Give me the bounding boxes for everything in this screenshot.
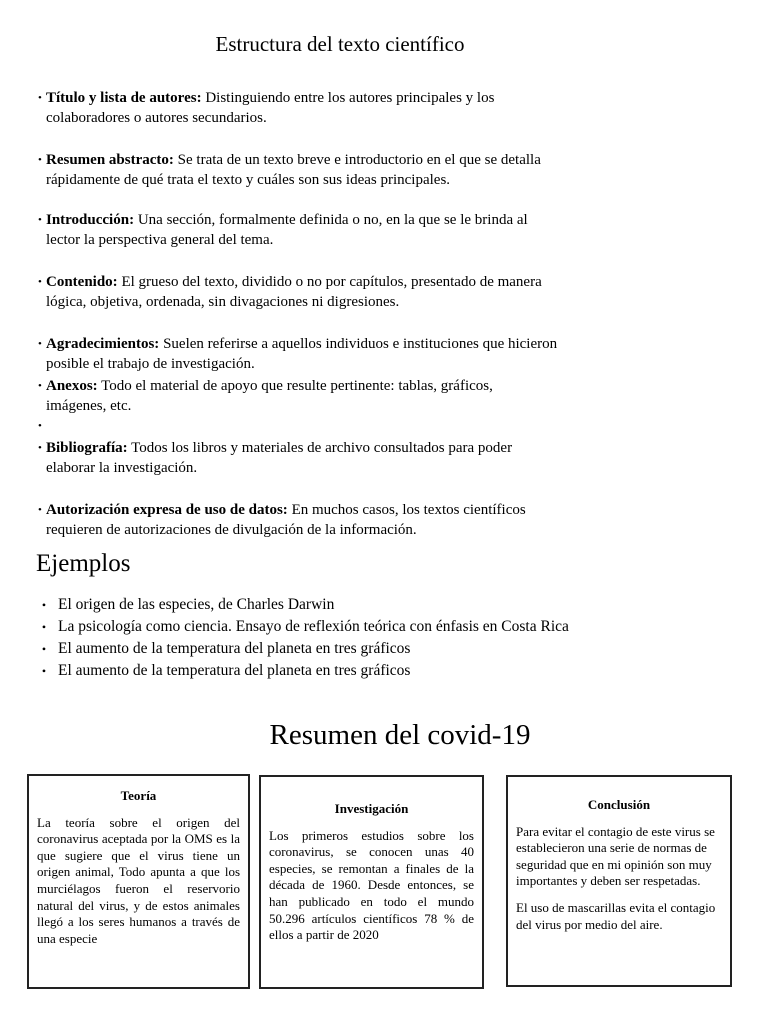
section-titulo xyxy=(38,88,658,128)
section-text-continued: rápidamente de qué trata el texto y cuáles son sus ideas principales. xyxy=(46,172,451,188)
resumen-heading: Resumen del covid-19 xyxy=(269,719,531,751)
bullet: • xyxy=(38,504,42,516)
bullet: • xyxy=(38,214,42,226)
section-text: Distinguiendo entre los autores principales y los xyxy=(201,90,495,106)
list-item xyxy=(30,594,569,616)
box-heading: Conclusión xyxy=(587,797,651,812)
box-paragraph: Para evitar el contagio de este virus se establecieron una serie de normas de seguridad que en mi opinión son muy importantes y deben ser respetadas. xyxy=(516,823,715,889)
list-item xyxy=(30,660,569,682)
section-contenido xyxy=(38,272,658,312)
section-text-continued: lógica, objetiva, ordenada, sin divagaciones ni digresiones. xyxy=(46,294,400,310)
list-item xyxy=(30,616,569,638)
conclusion-box xyxy=(506,775,732,987)
section-text: En muchos casos, los textos científicos xyxy=(287,502,526,518)
ejemplos-list xyxy=(30,594,569,682)
ejemplos-heading: Ejemplos xyxy=(36,550,131,577)
section-label: Resumen abstracto: xyxy=(46,152,174,168)
box-heading: Investigación xyxy=(334,801,409,816)
section-label: Bibliografía: xyxy=(46,440,128,456)
section-bibliografia xyxy=(38,438,658,478)
box-paragraph: Los primeros estudios sobre los coronavirus, se conocen unas 40 especies, se remontan a finales de la década de 1960. Desde entonces, se han publicado en todo el mundo 50.296 artículos científicos 78 % de ellos a partir de 2020 xyxy=(269,827,474,943)
list-item-text: El origen de las especies, de Charles Darwin xyxy=(58,596,335,613)
section-text: Todos los libros y materiales de archivo consultados para poder xyxy=(127,440,513,456)
bullet: • xyxy=(38,442,42,454)
empty-bullet-line xyxy=(38,416,658,436)
section-label: Autorización expresa de uso de datos: xyxy=(46,502,288,518)
section-text-continued: elaborar la investigación. xyxy=(46,460,198,476)
section-introduccion xyxy=(38,210,658,250)
section-label: Título y lista de autores: xyxy=(46,90,202,106)
section-text: Se trata de un texto breve e introductorio en el que se detalla xyxy=(173,152,541,168)
section-label: Contenido: xyxy=(46,274,118,290)
bullet: • xyxy=(41,664,47,678)
section-autorizacion xyxy=(38,500,658,540)
section-text-continued: lector la perspectiva general del tema. xyxy=(46,232,274,248)
section-label: Anexos: xyxy=(46,378,98,394)
list-item-text: El aumento de la temperatura del planeta en tres gráficos xyxy=(58,662,411,679)
list-item xyxy=(30,638,569,660)
bullet: • xyxy=(38,276,42,288)
section-agradecimientos xyxy=(38,334,658,374)
section-label: Agradecimientos: xyxy=(46,336,160,352)
bullet: • xyxy=(38,154,42,166)
section-text: Una sección, formalmente definida o no, en la que se le brinda al xyxy=(134,212,528,228)
teoria-box xyxy=(27,774,250,989)
box-paragraph: El uso de mascarillas evita el contagio del virus por medio del aire. xyxy=(516,899,716,932)
section-text: Todo el material de apoyo que resulte pertinente: tablas, gráficos, xyxy=(97,378,493,394)
section-anexos xyxy=(38,376,658,416)
investigacion-box xyxy=(259,775,484,989)
list-item-text: La psicología como ciencia. Ensayo de reflexión teórica con énfasis en Costa Rica xyxy=(58,618,569,635)
box-paragraph: La teoría sobre el origen del coronavirus aceptada por la OMS es la que sugiere que el virus tiene un origen animal, Todo apunta a que los murciélagos fueron el reservorio natural del virus, y de estos animales llegó a los seres humanos a través de una especie xyxy=(37,814,240,946)
section-resumen xyxy=(38,150,658,190)
section-text: El grueso del texto, dividido o no por capítulos, presentado de manera xyxy=(117,274,542,290)
section-text-continued: imágenes, etc. xyxy=(46,398,132,414)
section-label: Introducción: xyxy=(46,212,135,228)
bullet: • xyxy=(38,338,42,350)
list-item-text: El aumento de la temperatura del planeta en tres gráficos xyxy=(58,640,411,657)
box-heading: Teoría xyxy=(120,788,157,803)
section-text-continued: posible el trabajo de investigación. xyxy=(46,356,255,372)
page-title: Estructura del texto científico xyxy=(215,32,465,56)
section-text-continued: colaboradores o autores secundarios. xyxy=(46,110,267,126)
section-text-continued: requieren de autorizaciones de divulgación de la información. xyxy=(46,522,417,538)
bullet: • xyxy=(41,598,47,612)
bullet: • xyxy=(41,642,47,656)
bullet: • xyxy=(38,92,42,104)
bullet: • xyxy=(38,420,42,432)
bullet: • xyxy=(41,620,47,634)
bullet: • xyxy=(38,380,42,392)
section-text: Suelen referirse a aquellos individuos e instituciones que hicieron xyxy=(159,336,558,352)
